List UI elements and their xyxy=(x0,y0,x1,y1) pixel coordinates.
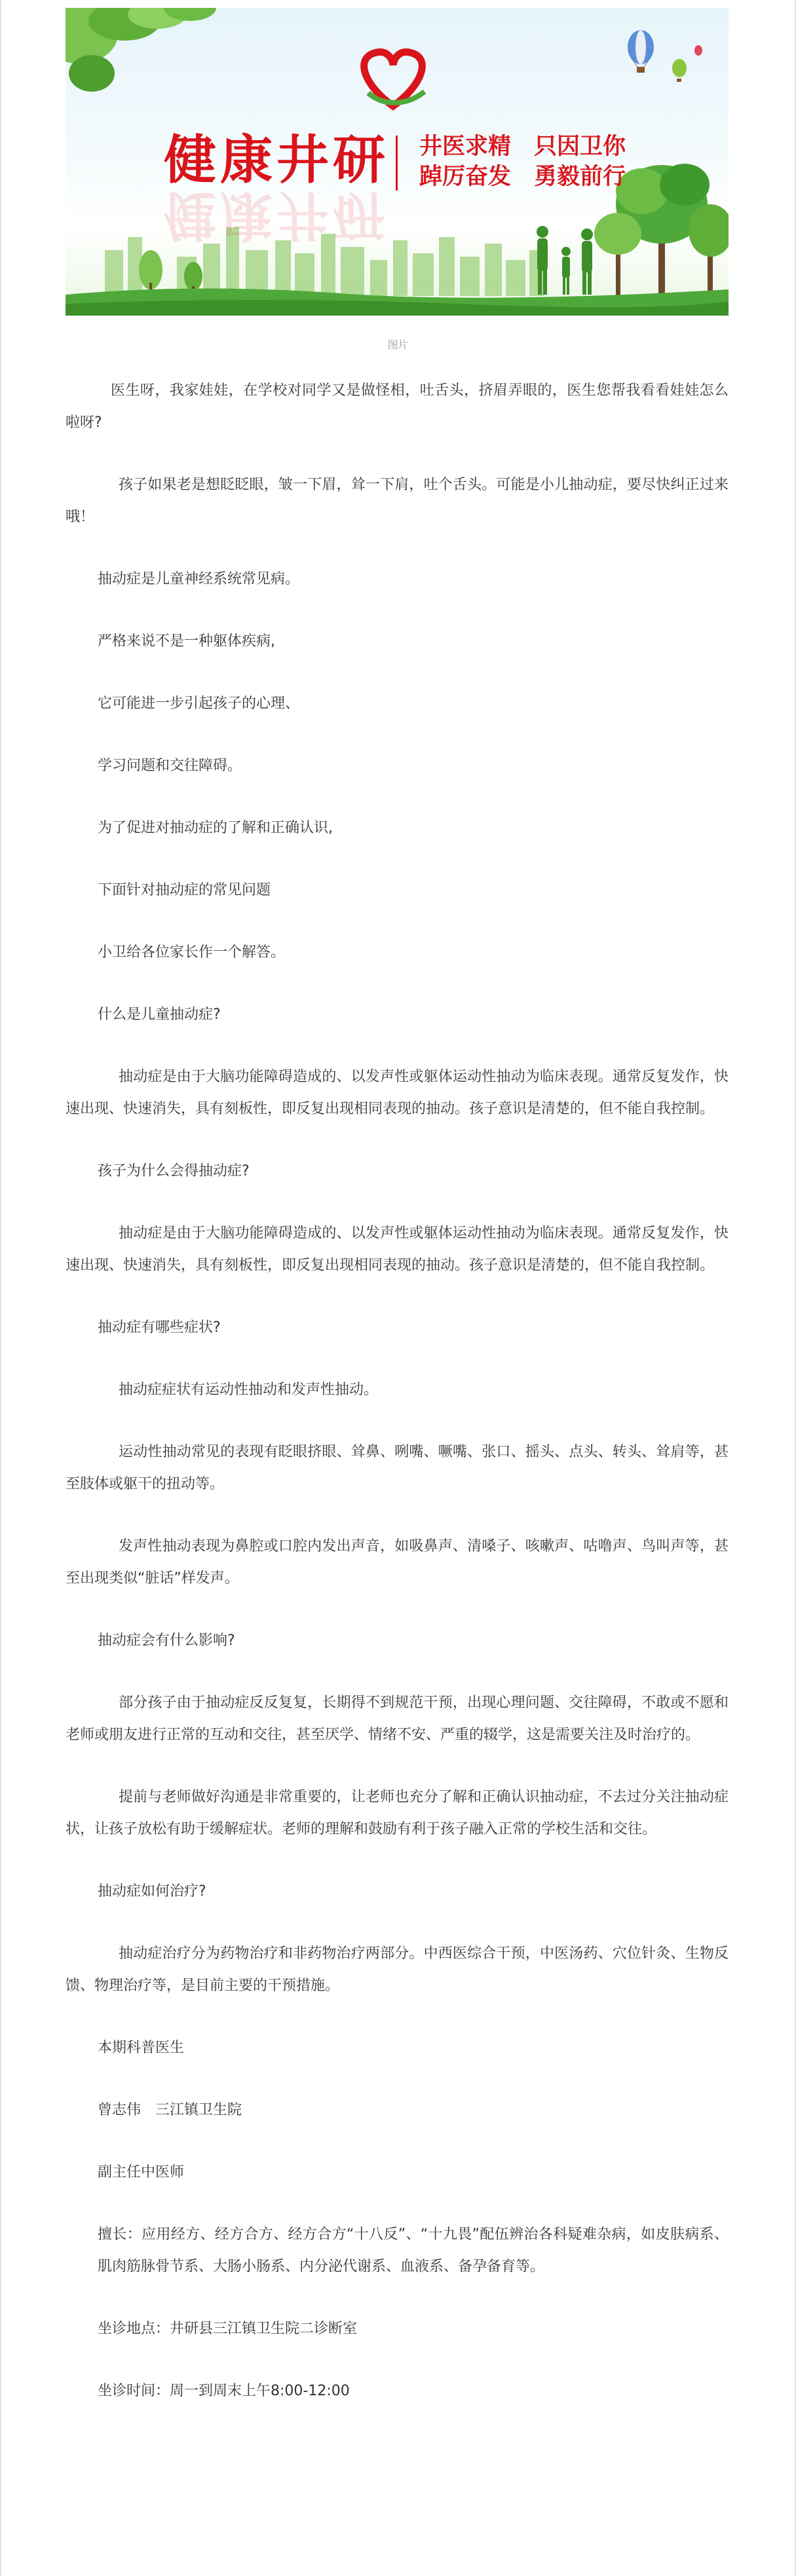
article-paragraph: 它可能进一步引起孩子的心理、 xyxy=(98,695,300,712)
banner-slogan-line2: 踔厉奋发 勇毅前行 xyxy=(419,163,626,190)
health-jingyan-banner-image xyxy=(66,8,729,316)
article-paragraph: 什么是儿童抽动症? xyxy=(98,1006,221,1023)
article-paragraph: 下面针对抽动症的常见问题 xyxy=(98,882,271,898)
article-paragraph: 抽动症是儿童神经系统常见病。 xyxy=(98,571,300,587)
article-paragraph: 部分孩子由于抽动症反反复复，长期得不到规范干预，出现心理问题、交往障碍，不敢或不愿和老师或朋友进行正常的互动和交往，甚至厌学、情绪不安、严重的辍学，这是需要关注及时治疗的。 xyxy=(66,1695,729,1743)
article-paragraph: 副主任中医师 xyxy=(98,2164,185,2180)
article-paragraph: 严格来说不是一种躯体疾病, xyxy=(98,633,275,650)
banner-slogan-line1: 井医求精 只因卫你 xyxy=(419,133,626,160)
article-paragraph: 医生呀，我家娃娃，在学校对同学又是做怪相，吐舌头，挤眉弄眼的，医生您帮我看看娃娃怎么啦呀? xyxy=(66,382,729,431)
leaf-branch-illustration xyxy=(66,8,216,92)
article-body xyxy=(66,375,729,2437)
article-paragraph: 抽动症如何治疗? xyxy=(98,1883,206,1900)
hot-air-balloon-icon xyxy=(628,30,702,82)
article-paragraph: 本期科普医生 xyxy=(98,2040,185,2056)
article-paragraph: 孩子为什么会得抽动症? xyxy=(98,1163,250,1179)
article-paragraph: 抽动症症状有运动性抽动和发声性抽动。 xyxy=(119,1382,379,1398)
article-paragraph: 发声性抽动表现为鼻腔或口腔内发出声音，如吸鼻声、清嗓子、咳嗽声、咕噜声、鸟叫声等，甚至出现类似“脏话”样发声。 xyxy=(66,1538,729,1587)
article-paragraph: 运动性抽动常见的表现有眨眼挤眼、耸鼻、咧嘴、噘嘴、张口、摇头、点头、转头、耸肩等，甚至肢体或躯干的扭动等。 xyxy=(66,1444,729,1492)
heart-logo-icon xyxy=(364,52,425,106)
article-paragraph: 抽动症是由于大脑功能障碍造成的、以发声性或躯体运动性抽动为临床表现。通常反复发作，快速出现、快速消失，具有刻板性，即反复出现相同表现的抽动。孩子意识是清楚的，但不能自我控制。 xyxy=(66,1069,729,1117)
article-paragraph: 小卫给各位家长作一个解答。 xyxy=(98,944,286,961)
article-paragraph: 抽动症治疗分为药物治疗和非药物治疗两部分。中西医综合干预，中医汤药、穴位针灸、生物反馈、物理治疗等，是目前主要的干预措施。 xyxy=(66,1945,729,1994)
article-paragraph: 抽动症是由于大脑功能障碍造成的、以发声性或躯体运动性抽动为临床表现。通常反复发作，快速出现、快速消失，具有刻板性，即反复出现相同表现的抽动。孩子意识是清楚的，但不能自我控制。 xyxy=(66,1225,729,1274)
image-caption: 图片 xyxy=(387,339,409,351)
article-paragraph: 抽动症有哪些症状? xyxy=(98,1319,221,1336)
banner-title-reflection: 健康井研 xyxy=(164,185,389,246)
article-paragraph: 擅长：应用经方、经方合方、经方合方“十八反”、“十九畏”配伍辨治各科疑难杂病，如皮肤病系、肌肉筋脉骨节系、大肠小肠系、内分泌代谢系、血液系、备孕备育等。 xyxy=(98,2226,729,2275)
article-paragraph: 坐诊时间：周一到周末上午8:00-12:00 xyxy=(98,2383,350,2399)
title-divider xyxy=(396,136,398,191)
article-paragraph: 提前与老师做好沟通是非常重要的，让老师也充分了解和正确认识抽动症，不去过分关注抽动症状，让孩子放松有助于缓解症状。老师的理解和鼓励有利于孩子融入正常的学校生活和交往。 xyxy=(66,1789,729,1837)
article-paragraph: 为了促进对抽动症的了解和正确认识, xyxy=(98,820,333,836)
article-paragraph: 曾志伟 三江镇卫生院 xyxy=(98,2102,242,2118)
article-paragraph: 学习问题和交往障碍。 xyxy=(98,758,242,774)
article-paragraph: 抽动症会有什么影响? xyxy=(98,1632,235,1649)
banner-title: 健康井研 xyxy=(164,130,389,191)
article-paragraph: 坐诊地点：井研县三江镇卫生院二诊断室 xyxy=(98,2321,358,2337)
family-silhouette-illustration xyxy=(537,226,593,295)
page-frame-left xyxy=(0,0,1,2576)
article-paragraph: 孩子如果老是想眨眨眼，皱一下眉，耸一下肩，吐个舌头。可能是小儿抽动症，要尽快纠正过来哦！ xyxy=(66,477,729,525)
